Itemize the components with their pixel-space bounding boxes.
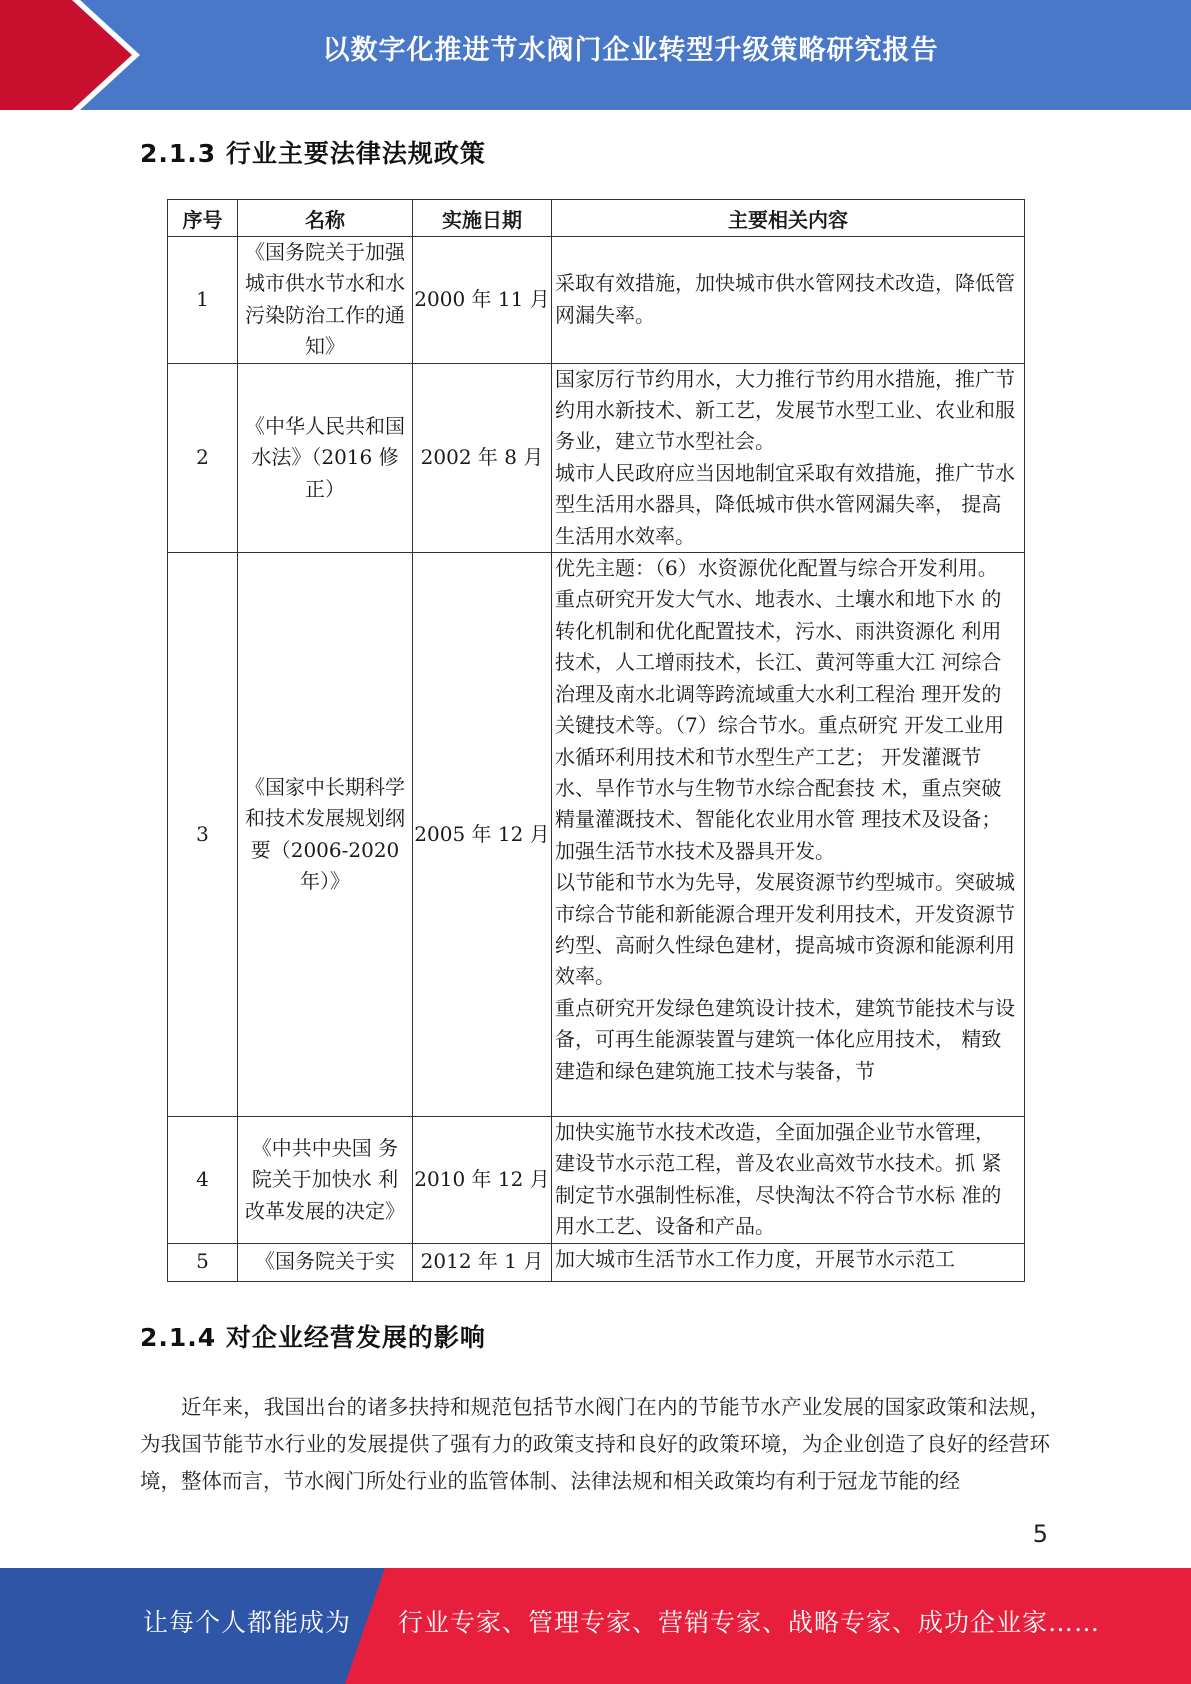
row-name: 《中共中央国 务院关于加快水 利改革发展的决定》 [238, 1117, 413, 1244]
table-row [168, 237, 1025, 364]
row-no: 1 [168, 237, 238, 364]
row-name: 《国务院关于加强城市供水节水和水污染防治工作的通知》 [238, 237, 413, 364]
report-title: 以数字化推进节水阀门企业转型升级策略研究报告 [322, 35, 939, 66]
row-name: 《中华人民共和国水法》（2016 修正） [238, 363, 413, 552]
table-row [168, 1243, 1025, 1281]
policy-table [167, 199, 1025, 1282]
content-paragraph: 采取有效措施，加快城市供水管网技术改造，降低管网漏失率。 [555, 271, 1015, 327]
row-no: 4 [168, 1117, 238, 1244]
page-header [0, 0, 1191, 110]
page-footer [0, 1568, 1191, 1684]
row-content [552, 1117, 1025, 1244]
header-content: 主要相关内容 [552, 200, 1025, 237]
row-no: 3 [168, 553, 238, 1117]
section-heading-laws: 2.1.3 行业主要法律法规政策 [140, 139, 486, 168]
table-row [168, 363, 1025, 552]
row-content [552, 1243, 1025, 1281]
content-paragraph: 加快实施节水技术改造，全面加强企业节水管理， 建设节水示范工程，普及农业高效节水技术。抓 紧制定节水强制性标准，尽快淘汰不符合节水标 准的用水工艺、设备和产品。 [555, 1120, 1002, 1239]
table-header-row [168, 200, 1025, 237]
page-number: 5 [1032, 1520, 1048, 1548]
header-name: 名称 [238, 200, 413, 237]
table-row [168, 1117, 1025, 1244]
header-no: 序号 [168, 200, 238, 237]
content-paragraph: 重点研究开发绿色建筑设计技术，建筑节能技术与设备，可再生能源装置与建筑一体化应用技术， 精致建造和绿色建筑施工技术与装备，节 [555, 995, 1015, 1083]
row-name: 《国务院关于实 [238, 1243, 413, 1281]
row-date: 2010 年 12 月 [413, 1117, 552, 1244]
row-date: 2012 年 1 月 [413, 1243, 552, 1281]
row-content [552, 237, 1025, 364]
section-heading-impact: 2.1.4 对企业经营发展的影响 [140, 1323, 486, 1352]
footer-slogan-left: 让每个人都能成为 [143, 1608, 352, 1637]
content-paragraph: 加大城市生活节水工作力度，开展节水示范工 [555, 1246, 955, 1271]
row-date: 2000 年 11 月 [413, 237, 552, 364]
footer-slogan-right: 行业专家、管理专家、营销专家、战略专家、成功企业家…… [398, 1608, 1101, 1637]
table-row [168, 553, 1025, 1117]
content-paragraph: 国家厉行节约用水，大力推行节约用水措施，推广节约用水新技术、新工艺，发展节水型工业、农业和服务业，建立节水型社会。 [555, 366, 1015, 454]
row-content [552, 553, 1025, 1117]
row-no: 5 [168, 1243, 238, 1281]
row-content [552, 363, 1025, 552]
content-paragraph: 以节能和节水为先导，发展资源节约型城市。突破城市综合节能和新能源合理开发利用技术，开发资源节约型、高耐久性绿色建材，提高城市资源和能源利用效率。 [555, 870, 1015, 989]
row-name: 《国家中长期科学和技术发展规划纲要（2006-2020 年）》 [238, 553, 413, 1117]
row-date: 2005 年 12 月 [413, 553, 552, 1117]
content-paragraph: 城市人民政府应当因地制宜采取有效措施，推广节水型生活用水器具，降低城市供水管网漏失率， 提高生活用水效率。 [555, 460, 1015, 548]
row-no: 2 [168, 363, 238, 552]
header-date: 实施日期 [413, 200, 552, 237]
header-arrow-icon [0, 0, 150, 110]
row-date: 2002 年 8 月 [413, 363, 552, 552]
content-paragraph: 优先主题：（6）水资源优化配置与综合开发利用。 重点研究开发大气水、地表水、土壤水和地下水 的转化机制和优化配置技术，污水、雨洪资源化 利用技术，人工增雨技术，长江、黄河等重大江 河综合治理及南水北调等跨流域重大水利工程治 理开发的关键技术等。（7）综合节水。重点研究 开发工业用水循环利用技术和节水型生产工艺； 开发灌溉节水、旱作节水与生物节水综合配套技 术，重点突破精量灌溉技术、智能化农业用水管 理技术及设备；加强生活节水技术及器具开发。 [555, 556, 1005, 863]
body-paragraph: 近年来，我国出台的诸多扶持和规范包括节水阀门在内的节能节水产业发展的国家政策和法规，为我国节能节水行业的发展提供了强有力的政策支持和良好的政策环境，为企业创造了良好的经营环境，整体而言，节水阀门所处行业的监管体制、法律法规和相关政策均有利于冠龙节能的经 [140, 1395, 1050, 1493]
